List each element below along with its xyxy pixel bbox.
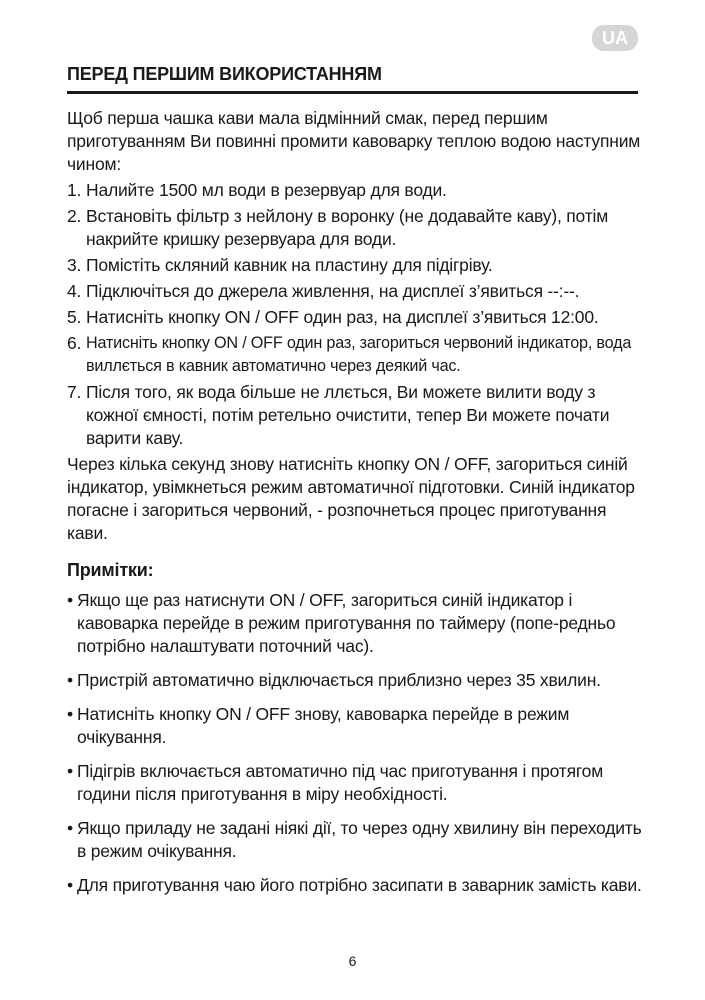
step-number: 4. (67, 281, 82, 301)
step-number: 2. (67, 206, 82, 226)
step-text: Натисніть кнопку ON / OFF один раз, на дисплеї з’явиться 12:00. (86, 307, 599, 327)
step-number: 6. (67, 333, 82, 353)
step-number: 1. (67, 180, 82, 200)
bullet-icon: • (67, 761, 73, 781)
step-1 (67, 179, 642, 202)
language-badge: UA (592, 25, 638, 51)
title-underline (67, 91, 638, 94)
step-number: 5. (67, 307, 82, 327)
note-text: Підігрів включається автоматично під час приготування і протягом години після приготування в міру необхідності. (77, 761, 604, 804)
page-number: 6 (348, 953, 357, 969)
bullet-icon: • (67, 704, 73, 724)
step-text: Помістіть скляний кавник на пластину для підігріву. (86, 255, 493, 275)
step-5 (67, 306, 642, 329)
note-text: Якщо ще раз натиснути ON / OFF, загориться синій індикатор і кавоварка перейде в режим приготування по таймеру (попе-редньо потрібно налаштувати поточний час). (77, 590, 616, 656)
step-text: Встановіть фільтр з нейлону в воронку (не додавайте каву), потім накрийте кришку резервуара для води. (86, 206, 609, 249)
note-item (67, 760, 642, 806)
step-text: Налийте 1500 мл води в резервуар для води. (86, 180, 447, 200)
follow-up-paragraph: Через кілька секунд знову натисніть кнопку ON / OFF, загориться синій індикатор, увімкнеться режим автоматичної підготовки. Синій індикатор погасне і загориться червоний, - розпочнеться процес приготування кави. (67, 454, 635, 543)
intro-paragraph: Щоб перша чашка кави мала відмінний смак, перед першим приготуванням Ви повинні промити кавоварку теплою водою наступним чином: (67, 108, 641, 174)
note-text: Для приготування чаю його потрібно засипати в заварник замість кави. (77, 875, 642, 895)
step-4 (67, 280, 642, 303)
note-item (67, 703, 642, 749)
note-item (67, 817, 642, 863)
note-item (67, 874, 642, 897)
step-7 (67, 381, 642, 450)
step-text: Підключіться до джерела живлення, на дисплеї з’явиться --:--. (86, 281, 580, 301)
instructions-body (67, 107, 642, 908)
note-item (67, 589, 642, 658)
note-text: Пристрій автоматично відключається приблизно через 35 хвилин. (77, 670, 601, 690)
bullet-icon: • (67, 818, 73, 838)
step-6 (67, 332, 642, 378)
note-text: Натисніть кнопку ON / OFF знову, кавоварка перейде в режим очікування. (77, 704, 570, 747)
step-number: 7. (67, 382, 82, 402)
section-title: ПЕРЕД ПЕРШИМ ВИКОРИСТАННЯМ (67, 64, 382, 84)
bullet-icon: • (67, 590, 73, 610)
bullet-icon: • (67, 670, 73, 690)
note-text: Якщо приладу не задані ніякі дії, то через одну хвилину він переходить в режим очікування. (77, 818, 642, 861)
note-item (67, 669, 642, 692)
step-text: Натисніть кнопку ON / OFF один раз, загориться червоний індикатор, вода виллється в кавник автоматично через деякий час. (86, 334, 632, 375)
notes-heading: Примітки: (67, 560, 154, 580)
bullet-icon: • (67, 875, 73, 895)
step-number: 3. (67, 255, 82, 275)
step-3 (67, 254, 642, 277)
step-2 (67, 205, 642, 251)
step-text: Після того, як вода більше не ллється, Ви можете вилити воду з кожної ємності, потім ретельно очистити, тепер Ви можете почати варити каву. (86, 382, 610, 448)
